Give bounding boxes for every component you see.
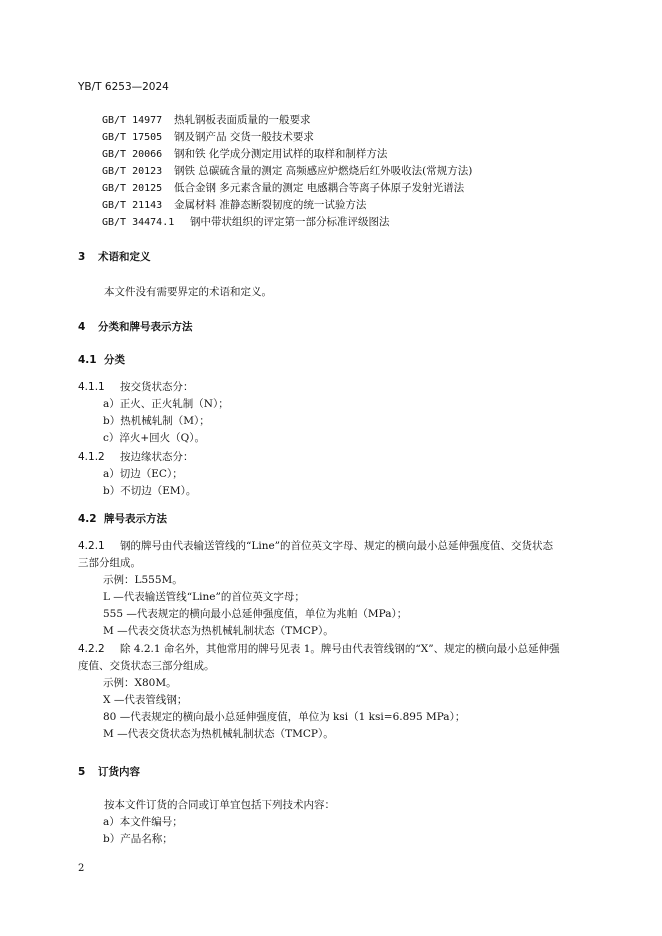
explanation-item: M —代表交货状态为热机械轧制状态（TMCP）。 (103, 728, 334, 740)
list-item: c）淬火+回火（Q）。 (103, 432, 206, 444)
reference-title: 钢和铁 化学成分测定用试样的取样和制样方法 (174, 148, 388, 160)
reference-item (102, 198, 366, 213)
standard-number-header: YB/T 6253—2024 (78, 81, 169, 93)
section-5-lead: 按本文件订货的合同或订单宜包括下列技术内容： (104, 799, 335, 811)
reference-item (102, 113, 311, 128)
reference-title: 低合金钢 多元素含量的测定 电感耦合等离子体原子发射光谱法 (174, 182, 465, 194)
section-number: 4.2 (78, 513, 97, 525)
section-4-heading (78, 320, 193, 334)
section-title: 术语和定义 (98, 251, 151, 263)
reference-title: 钢中带状组织的评定第一部分标准评级图法 (190, 216, 390, 228)
section-title: 订货内容 (98, 766, 140, 778)
section-title: 分类 (104, 354, 125, 366)
clause-lead: 按边缘状态分： (120, 451, 194, 463)
reference-item (102, 164, 472, 179)
clause-text: 钢的牌号由代表输送管线的“Line”的首位英文字母、规定的横向最小总延伸强度值、交货状态 (120, 540, 554, 552)
reference-title: 热轧钢板表面质量的一般要求 (174, 114, 311, 126)
reference-code: GB/T 21143 (102, 200, 163, 211)
reference-item (102, 130, 314, 145)
section-3-body: 本文件没有需要界定的术语和定义。 (104, 286, 272, 298)
subsection-4-1-heading (78, 353, 125, 367)
example-label: 示例：L555M。 (103, 574, 183, 586)
list-item: b）产品名称； (103, 833, 173, 845)
reference-title: 钢铁 总碳硫含量的测定 高频感应炉燃烧后红外吸收法(常规方法) (174, 165, 473, 177)
explanation-item: 80 —代表规定的横向最小总延伸强度值，单位为 ksi（1 ksi=6.895 MPa）； (103, 711, 466, 723)
section-title: 分类和牌号表示方法 (98, 321, 193, 333)
reference-code: GB/T 20125 (102, 183, 163, 194)
clause-number: 4.2.1 (78, 540, 105, 552)
reference-item (102, 181, 464, 196)
reference-title: 钢及钢产品 交货一般技术要求 (174, 131, 314, 143)
explanation-item: M —代表交货状态为热机械轧制状态（TMCP）。 (103, 625, 334, 637)
reference-code: GB/T 34474.1 (102, 217, 175, 228)
clause-4-2-1-line2: 三部分组成。 (78, 557, 141, 569)
clause-number: 4.1.2 (78, 451, 105, 463)
section-3-heading (78, 250, 151, 264)
list-item: a）切边（EC）； (103, 468, 183, 480)
list-item: b）不切边（EM）。 (103, 485, 197, 497)
reference-code: GB/T 14977 (102, 115, 163, 126)
clause-4-2-2-line2: 度值、交货状态三部分组成。 (78, 660, 215, 672)
section-number: 4.1 (78, 354, 97, 366)
section-number: 5 (78, 766, 86, 778)
clause-4-2-1-line1 (78, 539, 553, 553)
explanation-item: L —代表输送管线“Line”的首位英文字母； (103, 591, 305, 603)
reference-code: GB/T 20123 (102, 166, 163, 177)
list-item: b）热机械轧制（M）； (103, 415, 210, 427)
clause-number: 4.2.2 (78, 643, 105, 655)
list-item: a）本文件编号； (103, 816, 183, 828)
reference-item (102, 147, 387, 162)
section-5-heading (78, 765, 140, 779)
clause-lead: 按交货状态分： (120, 381, 194, 393)
clause-4-1-2 (78, 450, 194, 464)
section-title: 牌号表示方法 (104, 513, 167, 525)
page-number: 2 (78, 863, 85, 874)
reference-code: GB/T 17505 (102, 132, 163, 143)
reference-title: 金属材料 准静态断裂韧度的统一试验方法 (174, 199, 367, 211)
section-number: 3 (78, 251, 86, 263)
reference-item (102, 215, 390, 230)
section-number: 4 (78, 321, 86, 333)
clause-4-2-2-line1 (78, 642, 560, 656)
clause-number: 4.1.1 (78, 381, 105, 393)
clause-4-1-1 (78, 380, 194, 394)
reference-code: GB/T 20066 (102, 149, 163, 160)
explanation-item: X —代表管线钢； (103, 694, 188, 706)
list-item: a）正火、正火轧制（N）； (103, 398, 229, 410)
explanation-item: 555 —代表规定的横向最小总延伸强度值，单位为兆帕（MPa）； (103, 608, 408, 620)
example-label: 示例：X80M。 (103, 677, 177, 689)
clause-text: 除 4.2.1 命名外，其他常用的牌号见表 1。牌号由代表管线钢的“X”、规定的横向最小总延伸强 (120, 643, 560, 655)
subsection-4-2-heading (78, 512, 167, 526)
